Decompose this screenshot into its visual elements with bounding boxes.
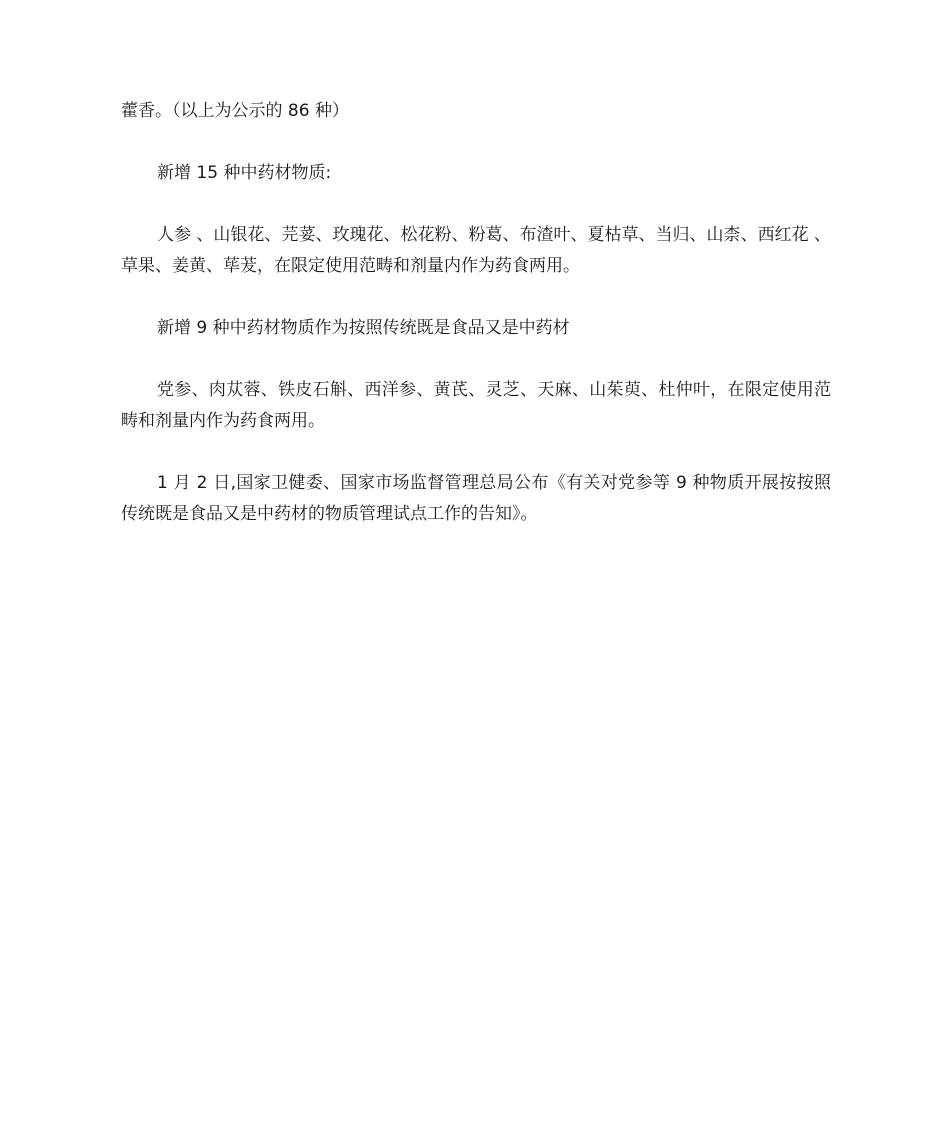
document-body — [121, 96, 831, 561]
paragraph-new-9-list: 党参、肉苁蓉、铁皮石斛、西洋参、黄芪、灵芝、天麻、山茱萸、杜仲叶，在限定使用范畴和剂量内作为药食两用。 — [121, 380, 831, 431]
paragraph-announcement: 1 月 2 日,国家卫健委、国家市场监督管理总局公布《有关对党参等 9 种物质开展按按照传统既是食品又是中药材的物质管理试点工作的告知》。 — [121, 473, 831, 524]
paragraph-new-9-heading: 新增 9 种中药材物质作为按照传统既是食品又是中药材 — [157, 318, 570, 338]
paragraph-list-end: 藿香。（以上为公示的 86 种） — [121, 101, 349, 121]
paragraph-new-15-heading: 新增 15 种中药材物质: — [157, 163, 332, 183]
paragraph-new-15-list: 人参 、山银花、芫荽、玫瑰花、松花粉、粉葛、布渣叶、夏枯草、当归、山柰、西红花 、草果、姜黄、荜茇，在限定使用范畴和剂量内作为药食两用。 — [121, 225, 831, 276]
